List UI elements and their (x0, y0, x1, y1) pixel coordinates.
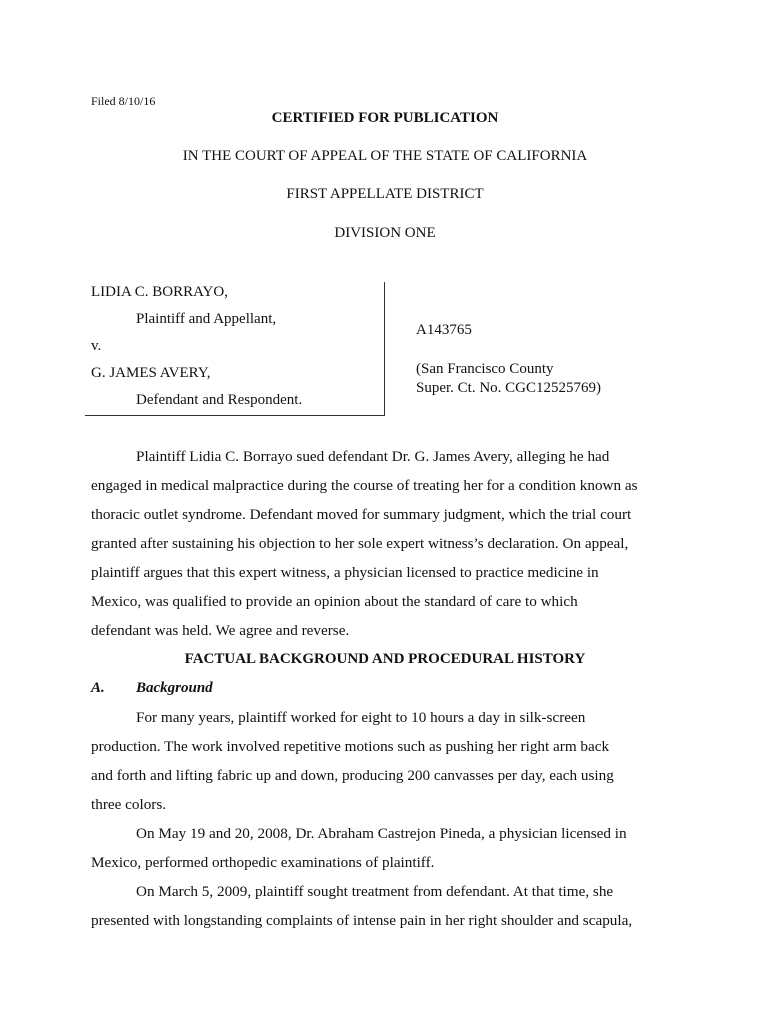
plaintiff-name: LIDIA C. BORRAYO, (91, 284, 228, 300)
versus: v. (91, 338, 102, 354)
defendant-name: G. JAMES AVERY, (91, 365, 211, 381)
text-line: thoracic outlet syndrome. Defendant moved for summary judgment, which the trial court (91, 506, 632, 523)
county-line-1: (San Francisco County (416, 361, 554, 377)
subsection-letter: A. (91, 680, 105, 696)
text-line: engaged in medical malpractice during the course of treating her for a condition known as (91, 477, 638, 494)
caption-vertical-rule (384, 282, 385, 416)
section-heading: FACTUAL BACKGROUND AND PROCEDURAL HISTORY (184, 651, 586, 667)
certified-heading: CERTIFIED FOR PUBLICATION (271, 110, 499, 126)
text-line: For many years, plaintiff worked for eight to 10 hours a day in silk-screen (136, 709, 586, 726)
text-line: three colors. (91, 796, 167, 813)
defendant-role: Defendant and Respondent. (136, 392, 303, 408)
division-heading: DIVISION ONE (334, 225, 436, 241)
county-line-2: Super. Ct. No. CGC12525769) (416, 380, 602, 396)
caption-horizontal-rule (85, 415, 385, 416)
district-heading: FIRST APPELLATE DISTRICT (286, 186, 484, 202)
plaintiff-role: Plaintiff and Appellant, (136, 311, 277, 327)
text-line: Plaintiff Lidia C. Borrayo sued defendant Dr. G. James Avery, alleging he had (136, 448, 610, 465)
text-line: On March 5, 2009, plaintiff sought treatment from defendant. At that time, she (136, 883, 614, 900)
text-line: granted after sustaining his objection to her sole expert witness’s declaration. On appeal, (91, 535, 629, 552)
text-line: presented with longstanding complaints of intense pain in her right shoulder and scapula, (91, 912, 633, 929)
text-line: production. The work involved repetitive motions such as pushing her right arm back (91, 738, 610, 755)
filed-date: Filed 8/10/16 (91, 94, 156, 108)
text-line: Mexico, performed orthopedic examinations of plaintiff. (91, 854, 435, 871)
text-line: defendant was held. We agree and reverse. (91, 622, 350, 639)
text-line: On May 19 and 20, 2008, Dr. Abraham Castrejon Pineda, a physician licensed in (136, 825, 627, 842)
text-line: Mexico, was qualified to provide an opinion about the standard of care to which (91, 593, 578, 610)
case-number: A143765 (416, 322, 472, 338)
text-line: and forth and lifting fabric up and down, producing 200 canvasses per day, each using (91, 767, 614, 784)
court-heading: IN THE COURT OF APPEAL OF THE STATE OF CALIFORNIA (182, 148, 588, 164)
subsection-title: Background (136, 680, 213, 696)
text-line: plaintiff argues that this expert witness, a physician licensed to practice medicine in (91, 564, 599, 581)
